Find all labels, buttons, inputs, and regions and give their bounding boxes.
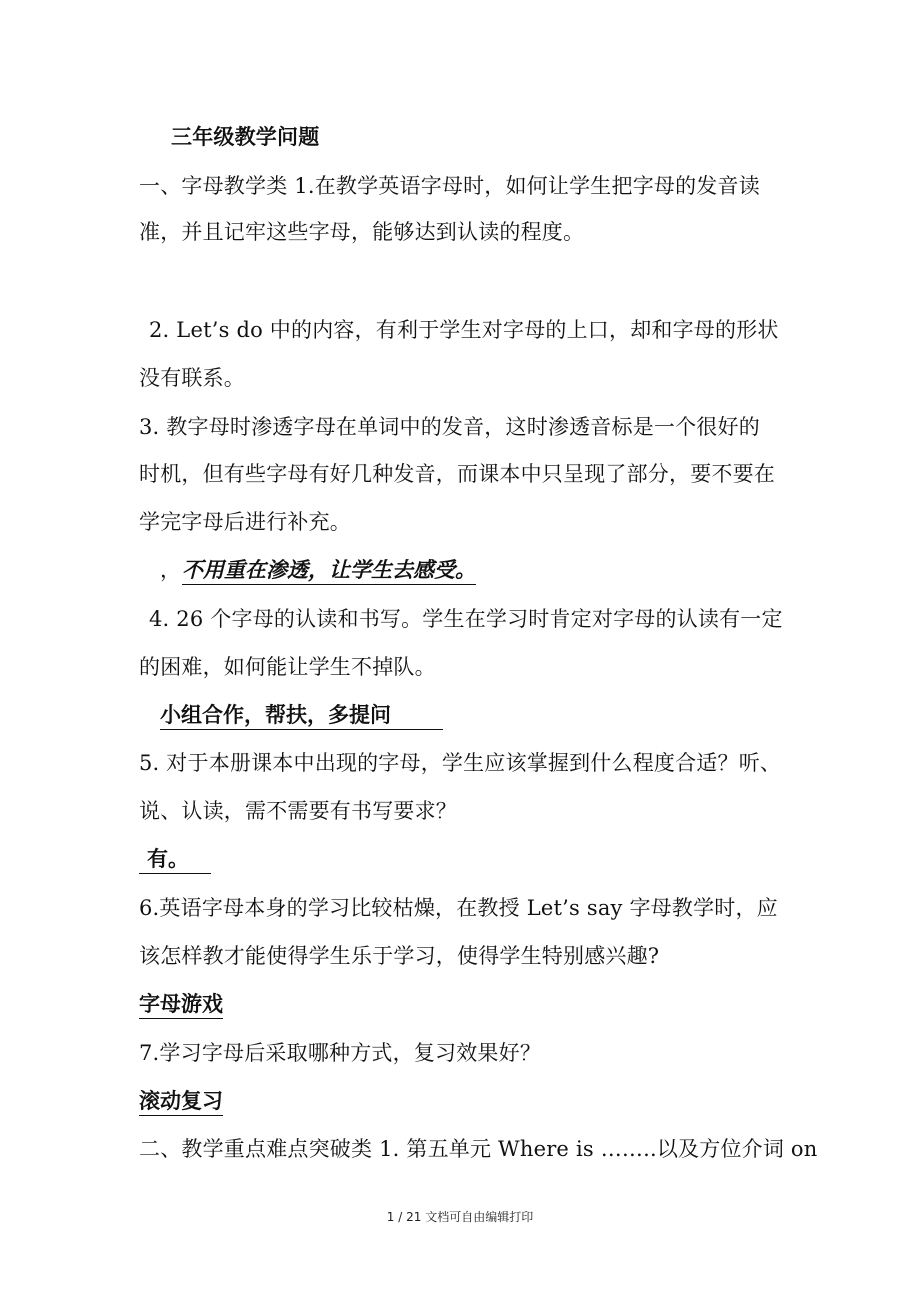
- q3-line-2: 时机，但有些字母有好几种发音，而课本中只呈现了部分，要不要在: [139, 462, 775, 486]
- q3-line-3: 学完字母后进行补充。: [139, 510, 351, 534]
- q1-line-2: 准，并且记牢这些字母，能够达到认读的程度。: [139, 220, 585, 244]
- answer-3-prefix: ，: [160, 558, 182, 582]
- q5-line-1: 5. 对于本册课本中出现的字母，学生应该掌握到什么程度合适？听、: [139, 751, 782, 775]
- q6-line-2: 该怎样教才能使得学生乐于学习，使得学生特别感兴趣?: [139, 944, 660, 968]
- answer-5: 有。: [139, 845, 211, 874]
- q1-line-1: 一、字母教学类 1.在教学英语字母时，如何让学生把字母的发音读: [139, 174, 760, 198]
- document-title: 三年级教学问题: [171, 124, 320, 149]
- answer-7: 滚动复习: [139, 1087, 223, 1116]
- answer-3: 不用重在渗透，让学生去感受。: [182, 556, 476, 585]
- q2-line-2: 没有联系。: [139, 366, 245, 390]
- answer-6: 字母游戏: [139, 990, 223, 1019]
- page-footer: 1 / 21 文档可自由编辑打印: [386, 1210, 534, 1224]
- q4-line-1: 4. 26 个字母的认读和书写。学生在学习时肯定对字母的认读有一定: [149, 607, 783, 631]
- answer-4: 小组合作，帮扶，多提问: [160, 701, 443, 730]
- q7-line-1: 7.学习字母后采取哪种方式，复习效果好？: [139, 1041, 542, 1065]
- q3-line-1: 3. 教字母时渗透字母在单词中的发音，这时渗透音标是一个很好的: [139, 415, 760, 439]
- section-2-line-1: 二、教学重点难点突破类 1. 第五单元 Where is ……..以及方位介词 on: [139, 1137, 818, 1161]
- q5-line-2: 说、认读，需不需要有书写要求？: [139, 799, 457, 823]
- q4-line-2: 的困难，如何能让学生不掉队。: [139, 655, 436, 679]
- q2-line-1: 2. Let’s do 中的内容，有利于学生对字母的上口，却和字母的形状: [149, 318, 779, 342]
- q6-line-1: 6.英语字母本身的学习比较枯燥，在教授 Let’s say 字母教学时，应: [139, 896, 778, 920]
